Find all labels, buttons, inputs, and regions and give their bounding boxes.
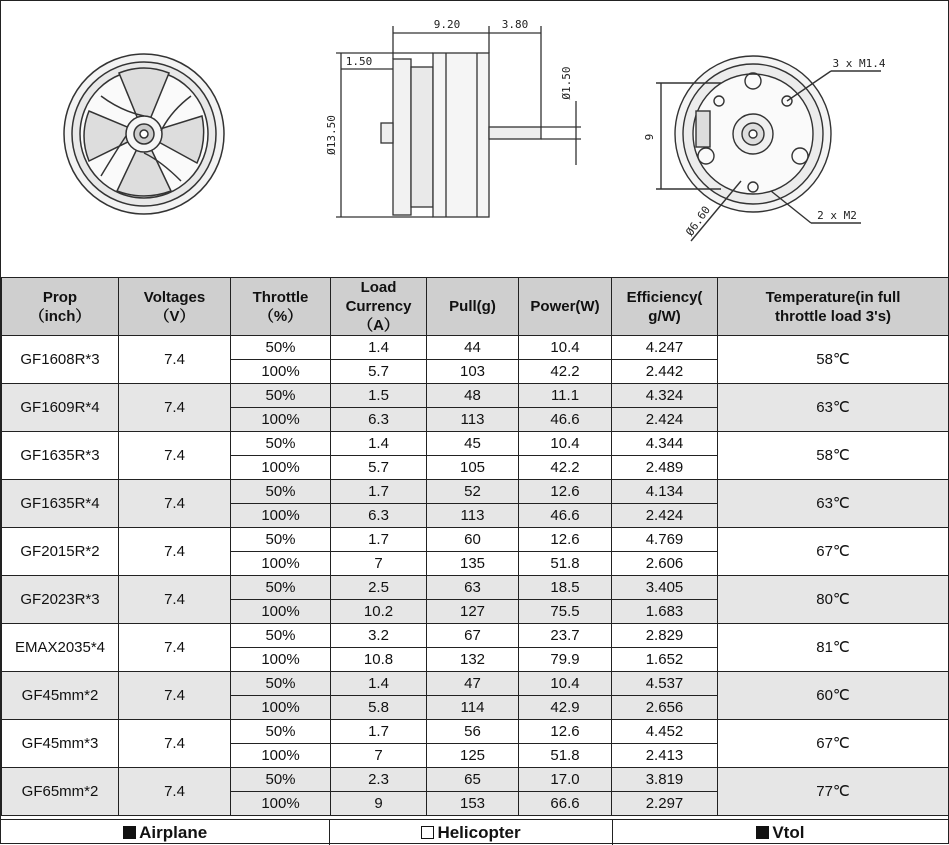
- efficiency-cell: 4.324: [612, 384, 718, 408]
- table-row: [2, 576, 949, 600]
- pull-cell: 125: [427, 744, 519, 768]
- pull-cell: 52: [427, 480, 519, 504]
- header-voltages: [119, 278, 231, 336]
- pull-cell: 56: [427, 720, 519, 744]
- power-cell: 42.2: [519, 456, 612, 480]
- power-cell: 46.6: [519, 408, 612, 432]
- prop-cell: GF2015R*2: [2, 528, 119, 576]
- efficiency-cell: 2.413: [612, 744, 718, 768]
- prop-cell: EMAX2035*4: [2, 624, 119, 672]
- throttle-cell: 50%: [231, 768, 331, 792]
- power-cell: 12.6: [519, 720, 612, 744]
- current-cell: 1.4: [331, 336, 427, 360]
- temperature-cell: 80℃: [718, 576, 949, 624]
- voltage-cell: 7.4: [119, 336, 231, 384]
- power-cell: 10.4: [519, 672, 612, 696]
- header-prop-text: Prop （inch）: [29, 288, 91, 325]
- pull-cell: 114: [427, 696, 519, 720]
- throttle-cell: 100%: [231, 360, 331, 384]
- temperature-cell: 77℃: [718, 768, 949, 816]
- power-cell: 42.9: [519, 696, 612, 720]
- table-row: [2, 528, 949, 552]
- voltage-cell: 7.4: [119, 528, 231, 576]
- voltage-cell: 7.4: [119, 720, 231, 768]
- prop-cell: GF1635R*3: [2, 432, 119, 480]
- power-cell: 46.6: [519, 504, 612, 528]
- motor-side-view: [336, 26, 581, 217]
- throttle-cell: 100%: [231, 600, 331, 624]
- header-temperature: [718, 278, 949, 336]
- efficiency-cell: 2.489: [612, 456, 718, 480]
- efficiency-cell: 2.424: [612, 504, 718, 528]
- table-row: [2, 672, 949, 696]
- header-load-current: [331, 278, 427, 336]
- throttle-cell: 50%: [231, 480, 331, 504]
- throttle-cell: 50%: [231, 672, 331, 696]
- pull-cell: 105: [427, 456, 519, 480]
- power-cell: 10.4: [519, 336, 612, 360]
- throttle-cell: 100%: [231, 792, 331, 816]
- voltage-cell: 7.4: [119, 768, 231, 816]
- current-cell: 2.5: [331, 576, 427, 600]
- dim-screw-b: 2 x M2: [817, 209, 857, 222]
- category-vtol-label: Vtol: [772, 822, 805, 842]
- throttle-cell: 100%: [231, 456, 331, 480]
- current-cell: 5.8: [331, 696, 427, 720]
- voltage-cell: 7.4: [119, 384, 231, 432]
- category-helicopter-label: Helicopter: [437, 822, 521, 842]
- empty-square-icon: [421, 826, 434, 839]
- power-cell: 12.6: [519, 480, 612, 504]
- table-row: [2, 720, 949, 744]
- filled-square-icon: [123, 826, 136, 839]
- prop-cell: GF1609R*4: [2, 384, 119, 432]
- prop-cell: GF45mm*2: [2, 672, 119, 720]
- dim-mount: 9: [643, 133, 656, 141]
- power-cell: 17.0: [519, 768, 612, 792]
- pull-cell: 48: [427, 384, 519, 408]
- efficiency-cell: 4.247: [612, 336, 718, 360]
- table-row: [2, 480, 949, 504]
- voltage-cell: 7.4: [119, 576, 231, 624]
- prop-cell: GF65mm*2: [2, 768, 119, 816]
- throttle-cell: 100%: [231, 504, 331, 528]
- pull-cell: 132: [427, 648, 519, 672]
- pull-cell: 113: [427, 408, 519, 432]
- header-voltages-text: Voltages （V）: [143, 288, 206, 325]
- technical-drawing: [1, 1, 948, 277]
- dim-length: 9.20: [433, 18, 461, 31]
- pull-cell: 153: [427, 792, 519, 816]
- power-cell: 12.6: [519, 528, 612, 552]
- header-temperature-text: Temperature(in full throttle load 3's): [765, 288, 901, 325]
- current-cell: 1.5: [331, 384, 427, 408]
- current-cell: 1.7: [331, 480, 427, 504]
- power-cell: 75.5: [519, 600, 612, 624]
- current-cell: 7: [331, 552, 427, 576]
- current-cell: 1.4: [331, 672, 427, 696]
- dim-shaft-length: 3.80: [501, 18, 529, 31]
- throttle-cell: 50%: [231, 336, 331, 360]
- voltage-cell: 7.4: [119, 624, 231, 672]
- throttle-cell: 100%: [231, 552, 331, 576]
- temperature-cell: 58℃: [718, 432, 949, 480]
- current-cell: 6.3: [331, 504, 427, 528]
- table-row: [2, 384, 949, 408]
- efficiency-cell: 4.537: [612, 672, 718, 696]
- table-row: [2, 432, 949, 456]
- pull-cell: 47: [427, 672, 519, 696]
- temperature-cell: 67℃: [718, 720, 949, 768]
- efficiency-cell: 2.297: [612, 792, 718, 816]
- header-power: [519, 278, 612, 336]
- throttle-cell: 100%: [231, 696, 331, 720]
- current-cell: 5.7: [331, 456, 427, 480]
- current-cell: 1.7: [331, 720, 427, 744]
- efficiency-cell: 2.424: [612, 408, 718, 432]
- throttle-cell: 100%: [231, 408, 331, 432]
- dim-screw-a: 3 x M1.4: [832, 57, 886, 70]
- voltage-cell: 7.4: [119, 432, 231, 480]
- current-cell: 7: [331, 744, 427, 768]
- temperature-cell: 81℃: [718, 624, 949, 672]
- prop-cell: GF1608R*3: [2, 336, 119, 384]
- table-row: [2, 768, 949, 792]
- efficiency-cell: 1.652: [612, 648, 718, 672]
- header-pull: [427, 278, 519, 336]
- current-cell: 3.2: [331, 624, 427, 648]
- dim-shaft-diameter: Ø1.50: [560, 66, 573, 100]
- category-vtol: [613, 820, 948, 845]
- header-prop: [2, 278, 119, 336]
- pull-cell: 44: [427, 336, 519, 360]
- current-cell: 6.3: [331, 408, 427, 432]
- performance-table: [1, 277, 949, 816]
- prop-cell: GF45mm*3: [2, 720, 119, 768]
- pull-cell: 65: [427, 768, 519, 792]
- pull-cell: 60: [427, 528, 519, 552]
- power-cell: 42.2: [519, 360, 612, 384]
- category-helicopter: [330, 820, 612, 845]
- pull-cell: 113: [427, 504, 519, 528]
- temperature-cell: 63℃: [718, 480, 949, 528]
- current-cell: 10.8: [331, 648, 427, 672]
- efficiency-cell: 4.769: [612, 528, 718, 552]
- power-cell: 66.6: [519, 792, 612, 816]
- category-footer: [1, 819, 948, 845]
- efficiency-cell: 2.606: [612, 552, 718, 576]
- filled-square-icon: [756, 826, 769, 839]
- throttle-cell: 50%: [231, 528, 331, 552]
- power-cell: 51.8: [519, 744, 612, 768]
- temperature-cell: 67℃: [718, 528, 949, 576]
- efficiency-cell: 4.344: [612, 432, 718, 456]
- header-load-current-text: Load Currency （A）: [345, 279, 412, 334]
- voltage-cell: 7.4: [119, 672, 231, 720]
- efficiency-cell: 2.442: [612, 360, 718, 384]
- motor-drawings: [1, 1, 948, 277]
- header-power-text: Power(W): [530, 298, 600, 315]
- efficiency-cell: 2.829: [612, 624, 718, 648]
- current-cell: 1.4: [331, 432, 427, 456]
- power-cell: 23.7: [519, 624, 612, 648]
- efficiency-cell: 4.452: [612, 720, 718, 744]
- power-cell: 18.5: [519, 576, 612, 600]
- dim-mount-diameter: Ø6.60: [683, 203, 713, 239]
- power-cell: 11.1: [519, 384, 612, 408]
- table-row: [2, 336, 949, 360]
- dim-base: 1.50: [345, 55, 373, 68]
- header-efficiency: [612, 278, 718, 336]
- throttle-cell: 50%: [231, 432, 331, 456]
- current-cell: 5.7: [331, 360, 427, 384]
- efficiency-cell: 2.656: [612, 696, 718, 720]
- table-body: [2, 336, 949, 816]
- current-cell: 1.7: [331, 528, 427, 552]
- throttle-cell: 100%: [231, 744, 331, 768]
- pull-cell: 67: [427, 624, 519, 648]
- prop-cell: GF2023R*3: [2, 576, 119, 624]
- current-cell: 2.3: [331, 768, 427, 792]
- pull-cell: 103: [427, 360, 519, 384]
- dim-diameter: Ø13.50: [325, 115, 338, 155]
- table-header-row: [2, 278, 949, 336]
- power-cell: 51.8: [519, 552, 612, 576]
- pull-cell: 63: [427, 576, 519, 600]
- efficiency-cell: 3.819: [612, 768, 718, 792]
- prop-cell: GF1635R*4: [2, 480, 119, 528]
- throttle-cell: 50%: [231, 624, 331, 648]
- category-airplane: [1, 820, 330, 845]
- throttle-cell: 50%: [231, 720, 331, 744]
- header-efficiency-text: Efficiency( g/W): [626, 288, 703, 325]
- temperature-cell: 60℃: [718, 672, 949, 720]
- current-cell: 9: [331, 792, 427, 816]
- temperature-cell: 58℃: [718, 336, 949, 384]
- header-throttle-text: Throttle （%）: [252, 288, 309, 325]
- pull-cell: 127: [427, 600, 519, 624]
- temperature-cell: 63℃: [718, 384, 949, 432]
- pull-cell: 135: [427, 552, 519, 576]
- pull-cell: 45: [427, 432, 519, 456]
- header-pull-text: Pull(g): [449, 298, 496, 315]
- throttle-cell: 100%: [231, 648, 331, 672]
- voltage-cell: 7.4: [119, 480, 231, 528]
- efficiency-cell: 4.134: [612, 480, 718, 504]
- throttle-cell: 50%: [231, 576, 331, 600]
- current-cell: 10.2: [331, 600, 427, 624]
- category-airplane-label: Airplane: [139, 822, 208, 842]
- motor-top-view: [64, 54, 224, 214]
- table-row: [2, 624, 949, 648]
- efficiency-cell: 1.683: [612, 600, 718, 624]
- throttle-cell: 50%: [231, 384, 331, 408]
- efficiency-cell: 3.405: [612, 576, 718, 600]
- power-cell: 79.9: [519, 648, 612, 672]
- header-throttle: [231, 278, 331, 336]
- power-cell: 10.4: [519, 432, 612, 456]
